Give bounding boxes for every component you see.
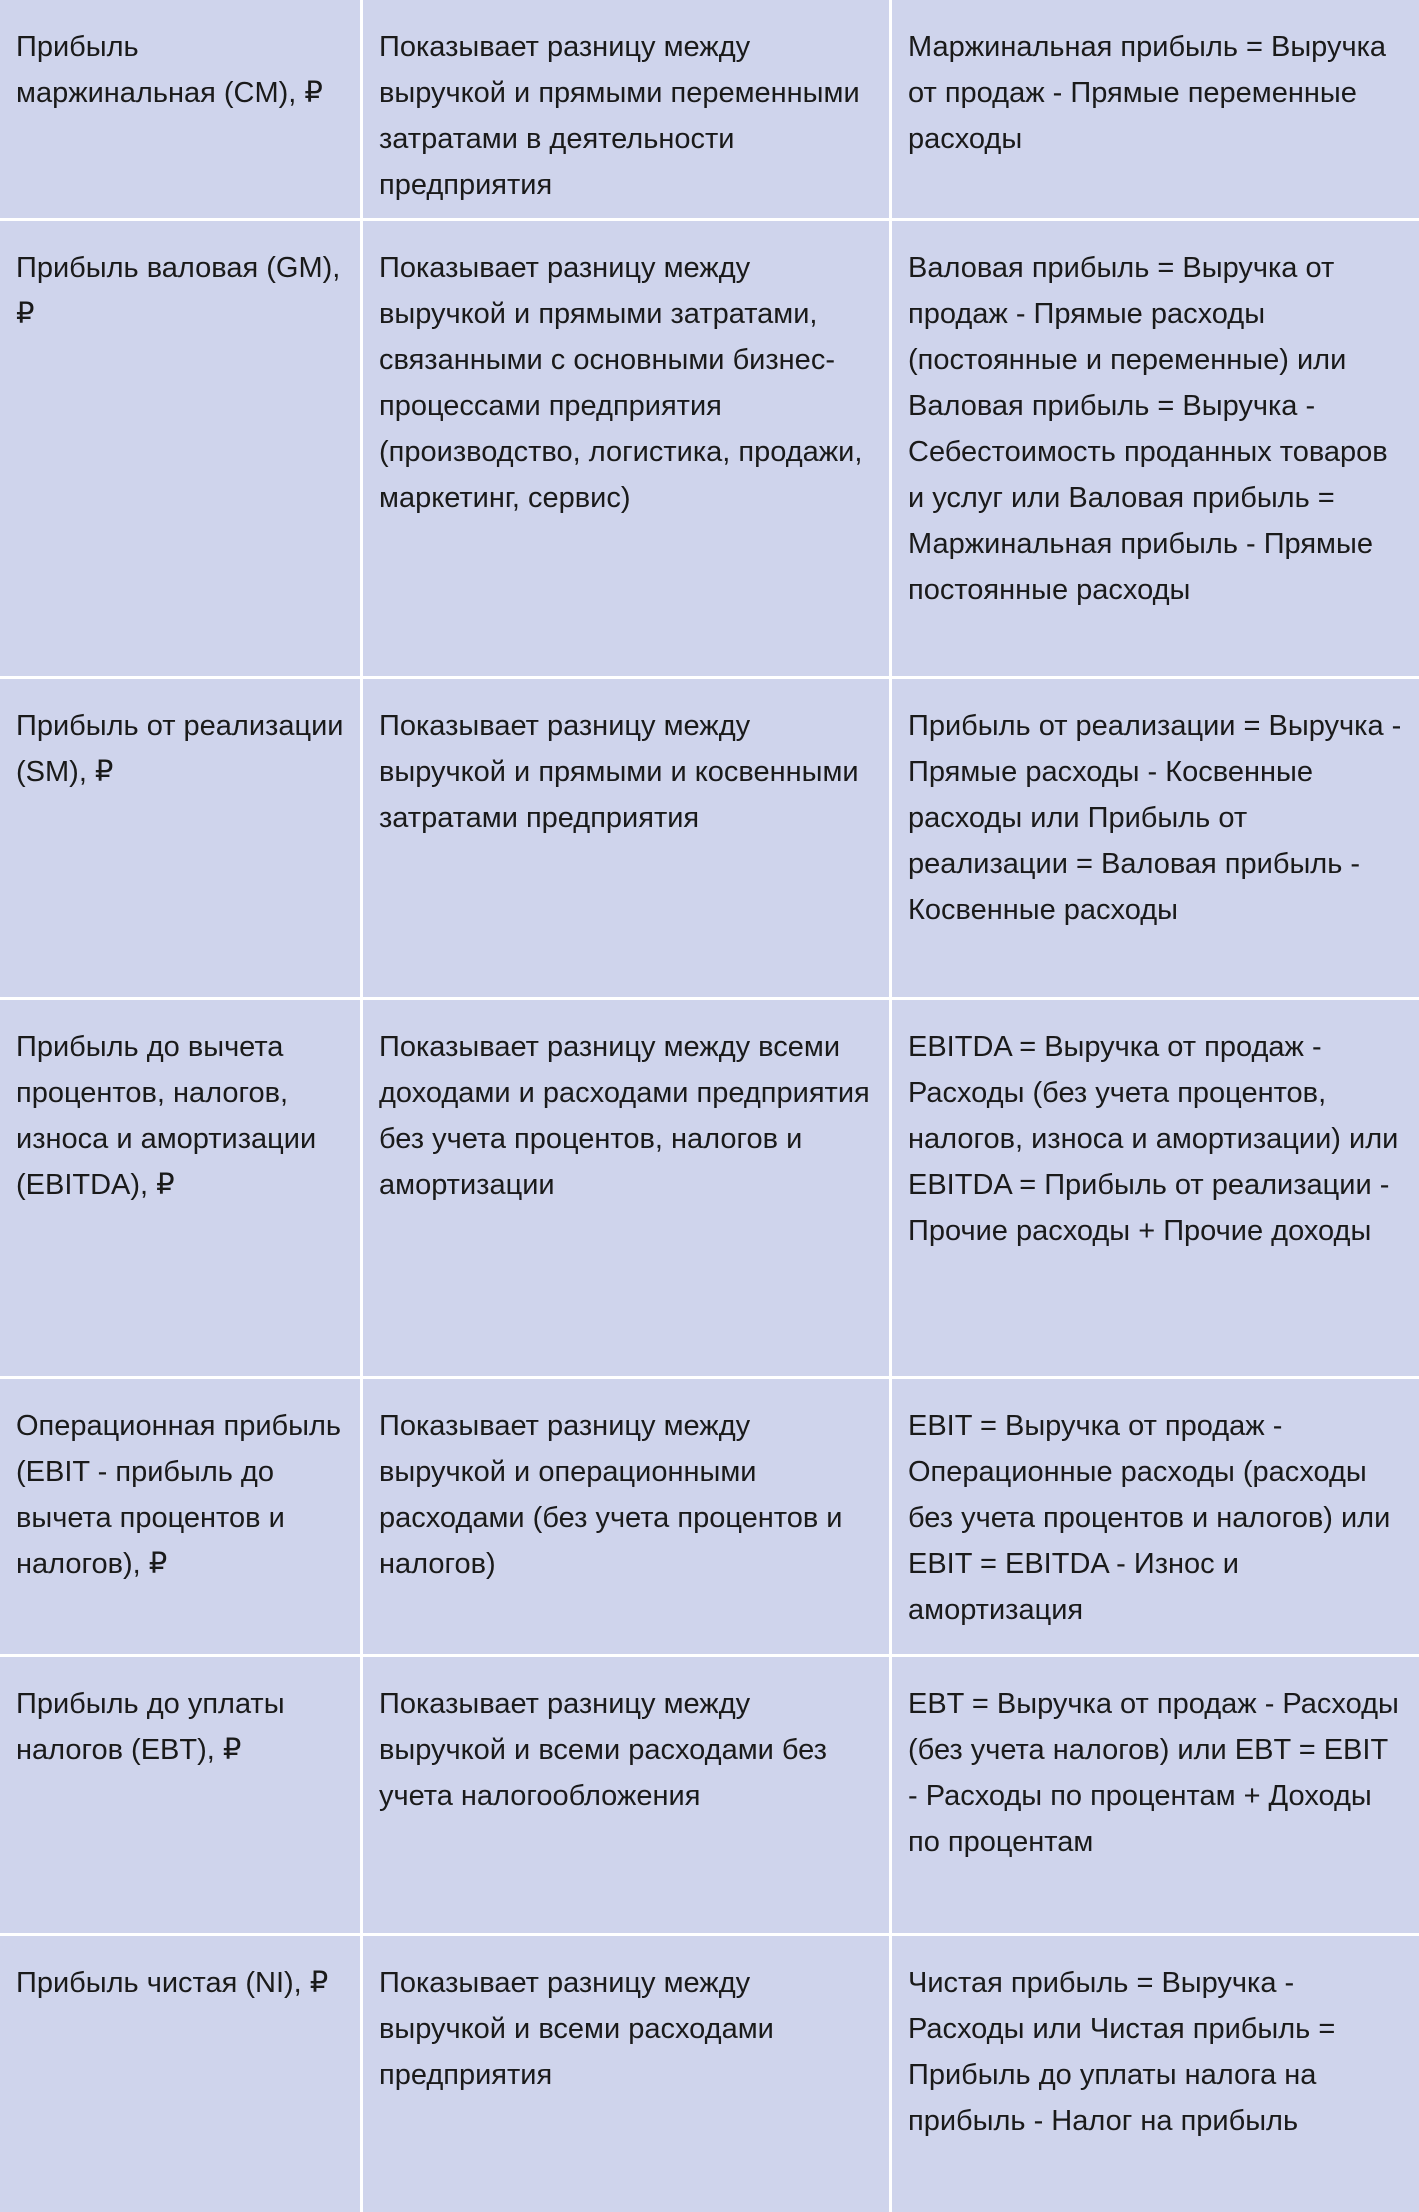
metric-description-cell: Показывает разницу между всеми доходами и расходами предприятия без учета процентов, налогов и амортизации bbox=[363, 1000, 889, 1376]
metric-name-cell: Операционная прибыль (EBIT - прибыль до вычета процентов и налогов), ₽ bbox=[0, 1379, 360, 1654]
metric-name-cell: Прибыль маржинальная (CM), ₽ bbox=[0, 0, 360, 218]
metric-name-cell: Прибыль до вычета процентов, налогов, износа и амортизации (EBITDA), ₽ bbox=[0, 1000, 360, 1376]
metric-description-cell: Показывает разницу между выручкой и прямыми затратами, связанными с основными бизнес-процессами предприятия (производство, логистика, продажи, маркетинг, сервис) bbox=[363, 221, 889, 676]
metric-description-cell: Показывает разницу между выручкой и прямыми переменными затратами в деятельности предприятия bbox=[363, 0, 889, 218]
metric-description-cell: Показывает разницу между выручкой и операционными расходами (без учета процентов и налогов) bbox=[363, 1379, 889, 1654]
metric-formula-cell: Чистая прибыль = Выручка - Расходы или Чистая прибыль = Прибыль до уплаты налога на прибыль - Налог на прибыль bbox=[892, 1936, 1419, 2212]
metric-description-cell: Показывает разницу между выручкой и всеми расходами без учета налогообложения bbox=[363, 1657, 889, 1933]
metric-formula-cell: Валовая прибыль = Выручка от продаж - Прямые расходы (постоянные и переменные) или Валовая прибыль = Выручка - Себестоимость проданных товаров и услуг или Валовая прибыль = Маржинальная прибыль - Прямые постоянные расходы bbox=[892, 221, 1419, 676]
metric-formula-cell: EBITDA = Выручка от продаж - Расходы (без учета процентов, налогов, износа и амортизации) или EBITDA = Прибыль от реализации - Прочие расходы + Прочие доходы bbox=[892, 1000, 1419, 1376]
metric-formula-cell: Прибыль от реализации = Выручка - Прямые расходы - Косвенные расходы или Прибыль от реализации = Валовая прибыль - Косвенные расходы bbox=[892, 679, 1419, 997]
metric-name-cell: Прибыль до уплаты налогов (EBT), ₽ bbox=[0, 1657, 360, 1933]
metric-name-cell: Прибыль от реализации (SM), ₽ bbox=[0, 679, 360, 997]
metric-formula-cell: EBIT = Выручка от продаж - Операционные расходы (расходы без учета процентов и налогов) или EBIT = EBITDA - Износ и амортизация bbox=[892, 1379, 1419, 1654]
metric-formula-cell: EBT = Выручка от продаж - Расходы (без учета налогов) или EBT = EBIT - Расходы по процентам + Доходы по процентам bbox=[892, 1657, 1419, 1933]
metric-description-cell: Показывает разницу между выручкой и всеми расходами предприятия bbox=[363, 1936, 889, 2212]
metric-formula-cell: Маржинальная прибыль = Выручка от продаж - Прямые переменные расходы bbox=[892, 0, 1419, 218]
metric-name-cell: Прибыль чистая (NI), ₽ bbox=[0, 1936, 360, 2212]
metric-name-cell: Прибыль валовая (GM), ₽ bbox=[0, 221, 360, 676]
metric-description-cell: Показывает разницу между выручкой и прямыми и косвенными затратами предприятия bbox=[363, 679, 889, 997]
